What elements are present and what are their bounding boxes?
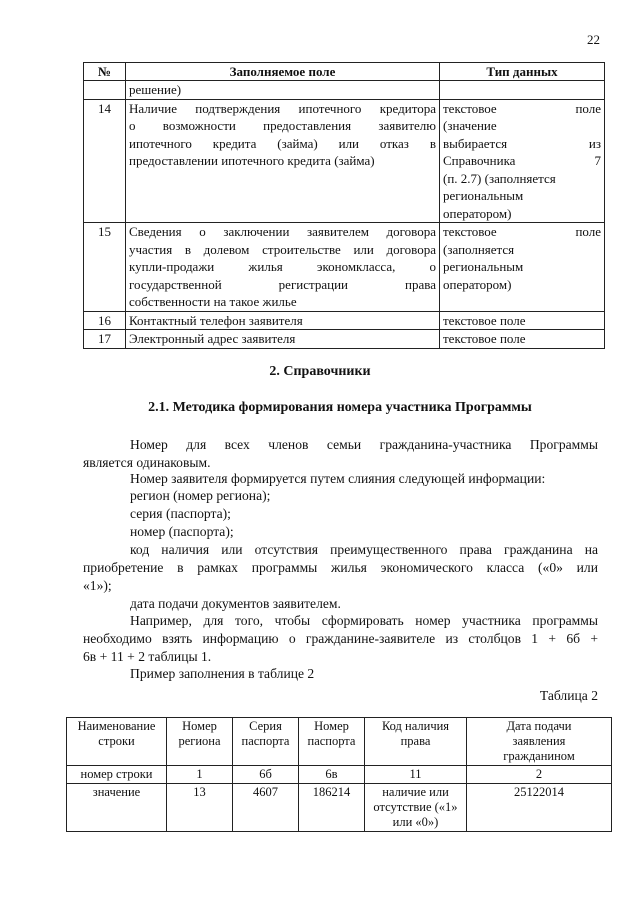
fields-table [83,62,605,349]
table-row [84,223,605,312]
header-cell: Дата подачи заявления гражданином [467,718,612,766]
header-type: Тип данных [440,63,605,81]
list-item: дата подачи документов заявителем. [130,596,341,611]
header-number: № [84,63,126,81]
table-row: значение 13 4607 186214 наличие или отсутствие («1» или «0») 25122014 [67,784,612,832]
paragraph-text: Номер для всех членов семьи гражданина-участника Программы [130,437,598,452]
table-row [84,330,605,349]
type-cell: текстовое поле [440,330,605,349]
paragraph-text: Пример заполнения в таблице 2 [130,666,315,681]
list-item: серия (паспорта); [130,506,231,521]
list-item: регион (номер региона); [130,488,271,503]
header-field: Заполняемое поле [126,63,440,81]
page-number: 22 [587,32,600,47]
list-item: «1»); [83,578,112,593]
field-cell: Наличие подтверждения ипотечного кредитора о возможности предоставления заявителю ипотечного кредита (займа) или отказ в предоставлении ипотечного кредита (займа) [126,99,440,223]
table-header-row [67,718,612,766]
table-row [84,99,605,223]
paragraph-text: Номер заявителя формируется путем слияния следующей информации: [130,471,546,486]
row-number: 16 [84,311,126,330]
row-number: 17 [84,330,126,349]
row-number: 15 [84,223,126,312]
type-cell: текстовое поле (значение выбирается из Справочника 7 (п. 2.7) (заполняется региональным оператором) [440,99,605,223]
table-caption: Таблица 2 [539,688,598,703]
list-item: номер (паспорта); [130,524,234,539]
header-cell: Номер региона [167,718,233,766]
header-cell: Номер паспорта [299,718,365,766]
subsection-heading: 2.1. Методика формирования номера участника Программы [148,400,532,415]
example-table [66,717,612,832]
type-cell: текстовое поле (заполняется региональным оператором) [440,223,605,312]
section-heading: 2. Справочники [269,364,371,379]
list-item: код наличия или отсутствия преимущественного права гражданина на [130,542,598,557]
continuation-text: решение) [126,81,440,100]
field-cell: Контактный телефон заявителя [126,311,440,330]
paragraph-text: 6в + 11 + 2 таблицы 1. [83,649,212,664]
table-row [84,81,605,100]
header-cell: Код наличия права [365,718,467,766]
header-cell: Серия паспорта [233,718,299,766]
paragraph-text: необходимо взять информацию о гражданине-заявителе из столбцов 1 + 6б + [83,631,598,646]
paragraph-text: Например, для того, чтобы сформировать номер участника программы [130,613,598,628]
field-cell: Электронный адрес заявителя [126,330,440,349]
type-cell: текстовое поле [440,311,605,330]
table-header-row [84,63,605,81]
table-row: номер строки 1 6б 6в 11 2 [67,766,612,784]
list-item: приобретение в рамках программы жилья экономического класса («0» или [83,560,598,575]
row-number: 14 [84,99,126,223]
paragraph-text: является одинаковым. [83,455,211,470]
field-cell: Сведения о заключении заявителем договора участия в долевом строительстве или договора купли-продажи жилья экономкласса, о государственной регистрации права собственности на такое жилье [126,223,440,312]
header-cell: Наименование строки [67,718,167,766]
table-row [84,311,605,330]
